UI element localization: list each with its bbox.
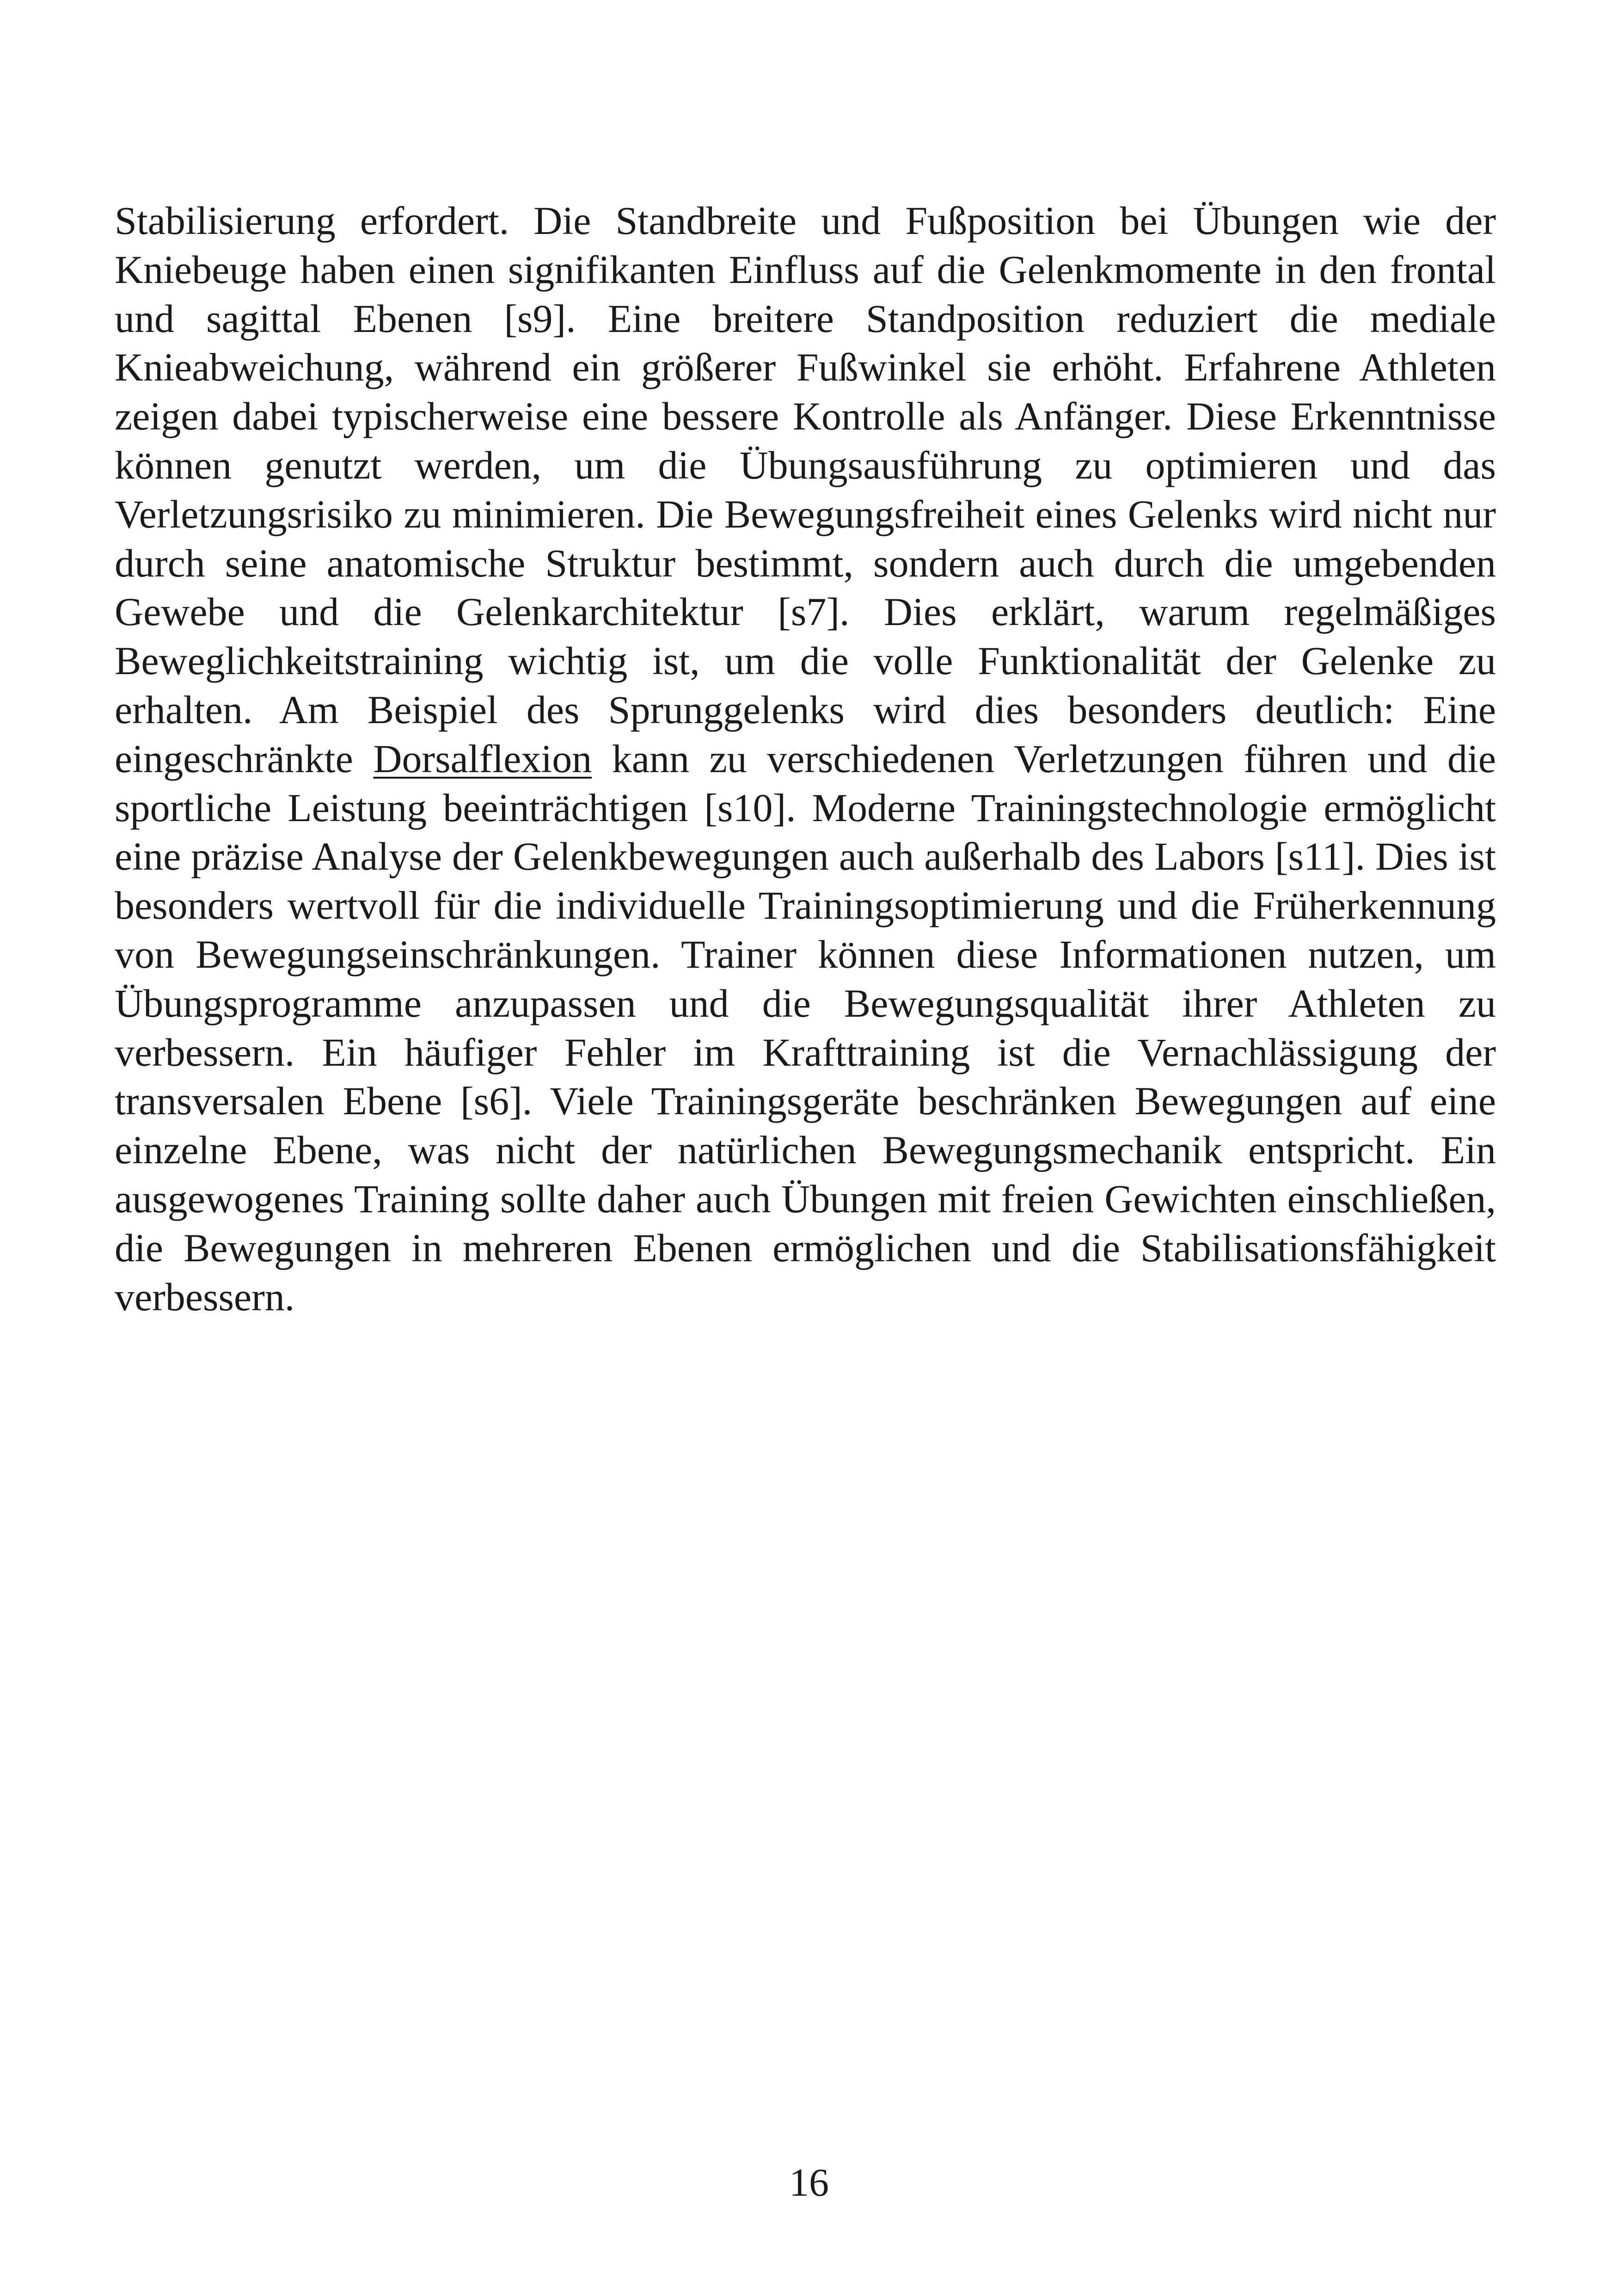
paragraph-text-end: kann zu verschiedenen Verletzungen führen und die sportliche Leistung beeinträchtigen [s10]. Moderne Trainingstechnologie ermöglicht eine präzise Analyse der Gelenkbewegungen auch außerhalb des Labors [s11]. Dies ist besonders wertvoll für die individuelle Trainingsoptimierung und die Früherkennung von Bewegungseinschränkungen. Trainer können diese Informationen nutzen, um Übungsprogramme anzupassen und die Bewegungsqualität ihrer Athleten zu verbessern. Ein häufiger Fehler im Krafttraining ist die Vernachlässigung der transversalen Ebene [s6]. Viele Trainingsgeräte beschränken Bewegungen auf eine einzelne Ebene, was nicht der natürlichen Bewegungsmechanik entspricht. Ein ausgewogenes Training sollte daher auch Übungen mit freien Gewichten einschließen, die Bewegungen in mehreren Ebenen ermöglichen und die Stabilisationsfähigkeit verbessern. — [115, 736, 1496, 1319]
dorsalflexion-link[interactable]: Dorsalflexion — [373, 736, 592, 781]
body-paragraph — [115, 196, 1496, 1321]
paragraph-text-start: Stabilisierung erfordert. Die Standbreite und Fußposition bei Übungen wie der Kniebeuge haben einen signifikanten Einfluss auf die Gelenkmomente in den frontal und sagittal Ebenen [s9]. Eine breitere Standposition reduziert die mediale Knieabweichung, während ein größerer Fußwinkel sie erhöht. Erfahrene Athleten zeigen dabei typischerweise eine bessere Kontrolle als Anfänger. Diese Erkenntnisse können genutzt werden, um die Übungsausführung zu optimieren und das Verletzungsrisiko zu minimieren. Die Bewegungsfreiheit eines Gelenks wird nicht nur durch seine anatomische Struktur bestimmt, sondern auch durch die umgebenden Gewebe und die Gelenkarchitektur [s7]. Dies erklärt, warum regelmäßiges Beweglichkeitstraining wichtig ist, um die volle Funktionalität der Gelenke zu erhalten. Am Beispiel des Sprunggelenks wird dies besonders deutlich: Eine eingeschränkte — [115, 198, 1496, 781]
page-number: 16 — [789, 2160, 829, 2204]
